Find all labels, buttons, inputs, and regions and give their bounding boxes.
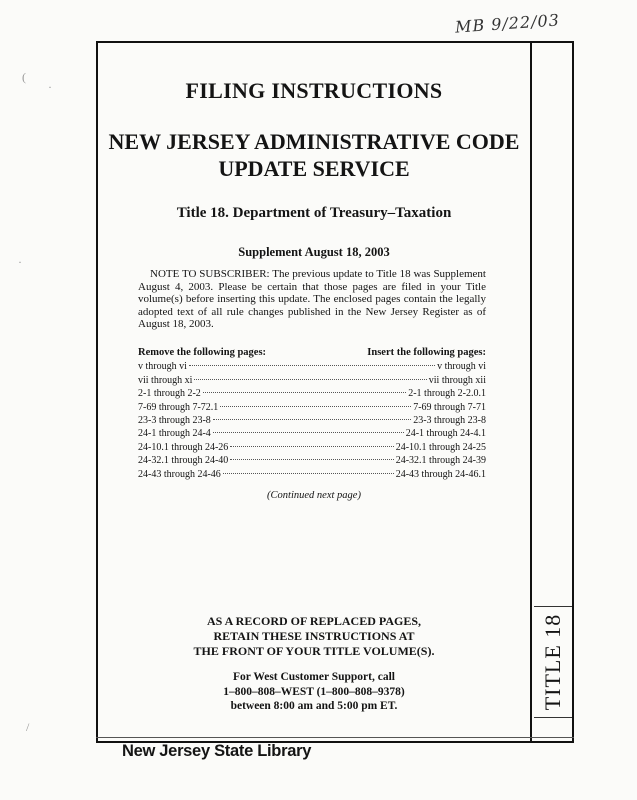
insert-cell: 23-3 through 23-8 <box>413 415 486 427</box>
bottom-rule <box>96 737 574 738</box>
record-line: AS A RECORD OF REPLACED PAGES, <box>206 614 422 628</box>
remove-cell: v through vi <box>138 361 187 373</box>
table-row <box>138 454 486 467</box>
remove-cell: 24-43 through 24-46 <box>138 468 221 480</box>
handwritten-date-note: MB 9/22/03 <box>454 10 561 37</box>
pages-table <box>138 346 486 481</box>
insert-cell: 7-69 through 7-71 <box>413 401 486 413</box>
leader-dots <box>220 406 411 407</box>
insert-cell: 24-43 through 24-46.1 <box>395 468 486 480</box>
insert-cell: 24-32.1 through 24-39 <box>395 455 486 467</box>
insert-cell: v through vi <box>437 361 486 373</box>
support-line: For West Customer Support, call <box>233 671 395 683</box>
record-notice <box>100 614 528 659</box>
record-line: THE FRONT OF YOUR TITLE VOLUME(S). <box>193 644 435 658</box>
insert-cell: 2-1 through 2-2.0.1 <box>408 388 486 400</box>
remove-cell: 24-1 through 24-4 <box>138 428 211 440</box>
table-row <box>138 427 486 440</box>
remove-cell: vii through xi <box>138 374 193 386</box>
table-row <box>138 414 486 427</box>
leader-dots <box>230 459 393 460</box>
scan-speck: / <box>26 720 30 734</box>
code-heading <box>100 128 528 182</box>
remove-cell: 7-69 through 7-72.1 <box>138 401 219 413</box>
leader-dots <box>203 392 406 393</box>
remove-cell: 24-32.1 through 24-40 <box>138 455 229 467</box>
leader-dots <box>223 473 394 474</box>
scan-speck: · <box>18 255 22 269</box>
table-row <box>138 374 486 387</box>
table-row <box>138 441 486 454</box>
filing-instructions-heading: FILING INSTRUCTIONS <box>185 78 443 103</box>
table-row <box>138 401 486 414</box>
table-row <box>138 468 486 481</box>
remove-header: Remove the following pages: <box>138 347 267 358</box>
record-line: RETAIN THESE INSTRUCTIONS AT <box>213 629 415 643</box>
pages-table-header <box>138 346 486 359</box>
tab-divider-line <box>530 41 532 743</box>
library-stamp: New Jersey State Library <box>122 742 312 760</box>
subscriber-note: NOTE TO SUBSCRIBER: The previous update to Title 18 was Supplement August 4, 2003. Please be certain that those pages are filed in your Title volume(s) before inserting this update. The enclosed pages contain the legally adopted text of all rule changes published in the New Jersey Register as of August 18, 2003. <box>138 268 486 331</box>
remove-cell: 24-10.1 through 24-26 <box>138 441 229 453</box>
title-line: Title 18. Department of Treasury–Taxation <box>176 205 452 221</box>
leader-dots <box>189 365 435 366</box>
scan-speck: ( <box>22 70 26 84</box>
scan-speck: · <box>48 80 52 94</box>
table-row <box>138 387 486 400</box>
leader-dots <box>194 379 426 380</box>
insert-cell: 24-10.1 through 24-25 <box>395 441 486 453</box>
code-heading-line1: NEW JERSEY ADMINISTRATIVE CODE <box>108 129 520 154</box>
code-heading-line2: UPDATE SERVICE <box>218 156 410 181</box>
table-row <box>138 360 486 373</box>
insert-header: Insert the following pages: <box>367 347 486 358</box>
support-phone: 1–800–808–WEST (1–800–808–9378) <box>223 685 405 698</box>
remove-cell: 2-1 through 2-2 <box>138 388 201 400</box>
insert-cell: 24-1 through 24-4.1 <box>405 428 486 440</box>
leader-dots <box>213 432 404 433</box>
support-hours: between 8:00 am and 5:00 pm ET. <box>230 700 398 713</box>
leader-dots <box>230 446 393 447</box>
remove-cell: 23-3 through 23-8 <box>138 415 211 427</box>
continued-note: (Continued next page) <box>267 490 361 501</box>
customer-support-notice <box>100 670 528 714</box>
insert-cell: vii through xii <box>428 374 486 386</box>
supplement-line: Supplement August 18, 2003 <box>238 245 390 259</box>
side-tab-label: TITLE 18 <box>540 613 565 711</box>
leader-dots <box>213 419 411 420</box>
